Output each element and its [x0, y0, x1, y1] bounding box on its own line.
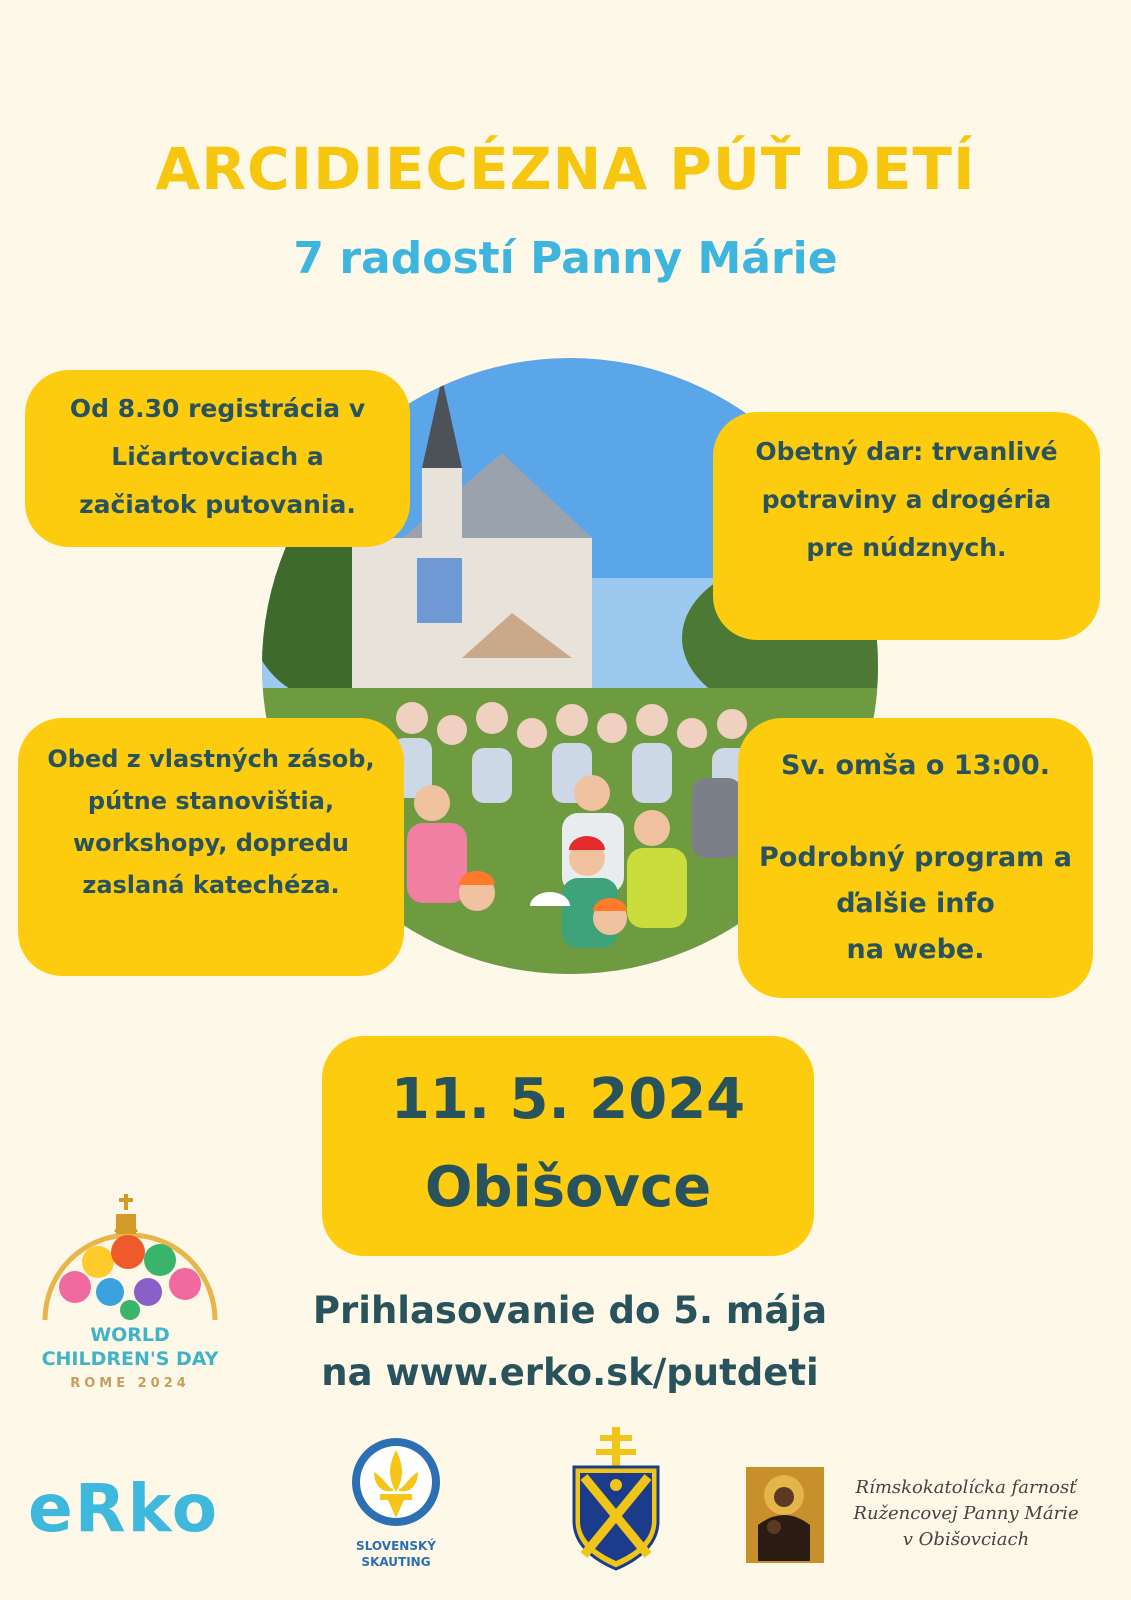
registration-line-1: Od 8.30 registrácia v: [69, 394, 366, 423]
parish-line-3: v Obišovciach: [902, 1529, 1030, 1550]
registration-line-2: Ličartovciach a: [111, 442, 324, 471]
wcd-line-3: ROME 2024: [70, 1376, 190, 1391]
event-date-box: [322, 1036, 814, 1256]
mass-info-box: [738, 718, 1093, 998]
lunch-line-3: workshopy, dopredu: [73, 829, 349, 857]
event-date: 11. 5. 2024: [390, 1067, 746, 1132]
lunch-line-4: zaslaná katechéza.: [82, 871, 340, 899]
scouting-line-1: SLOVENSKÝ: [356, 1539, 436, 1553]
event-place: Obišovce: [424, 1155, 712, 1220]
signup-info: [290, 1280, 850, 1404]
madonna-icon-icon: [744, 1465, 826, 1565]
archdiocese-crest: [566, 1423, 666, 1573]
wcd-line-2: CHILDREN'S DAY: [41, 1348, 219, 1370]
erko-logo-text: eRko: [28, 1470, 220, 1547]
world-childrens-day-logo: [30, 1192, 230, 1402]
parish-line-2: Ružencovej Panny Márie: [853, 1503, 1079, 1524]
signup-deadline: Prihlasovanie do 5. mája: [312, 1289, 828, 1332]
slovensky-skauting-logo: [344, 1432, 448, 1572]
mass-line-3: ďalšie info: [836, 888, 995, 919]
offering-line-2: potraviny a drogéria: [761, 485, 1052, 514]
offering-info-box: [713, 412, 1100, 640]
crest-icon: [566, 1423, 666, 1573]
parish-line-1: Rímskokatolícka farnosť: [855, 1477, 1077, 1498]
signup-link[interactable]: na www.erko.sk/putdeti: [321, 1351, 819, 1394]
mass-line-4: na webe.: [846, 934, 985, 965]
registration-line-3: začiatok putovania.: [79, 490, 356, 519]
offering-line-1: Obetný dar: trvanlivé: [755, 437, 1058, 466]
page-title: ARCIDIECÉZNA PÚŤ DETÍ: [155, 135, 976, 203]
wcd-line-1: WORLD: [90, 1324, 170, 1346]
lunch-line-2: pútne stanovištia,: [87, 787, 335, 815]
hands-arch-icon: [30, 1192, 230, 1322]
scouting-line-2: SKAUTING: [361, 1555, 431, 1569]
lunch-info-box: [18, 718, 404, 976]
lunch-line-1: Obed z vlastných zásob,: [47, 745, 375, 773]
erko-logo: [28, 1470, 248, 1550]
page-subtitle: 7 radostí Panny Márie: [293, 233, 838, 284]
fleur-de-lis-icon: [344, 1432, 448, 1536]
mass-line-1: Sv. omša o 13:00.: [780, 750, 1051, 781]
registration-info-box: [25, 370, 410, 547]
offering-line-3: pre núdznych.: [806, 533, 1007, 562]
mass-line-2: Podrobný program a: [759, 842, 1072, 873]
parish-name: [836, 1475, 1096, 1553]
parish-logo: [744, 1465, 1114, 1575]
